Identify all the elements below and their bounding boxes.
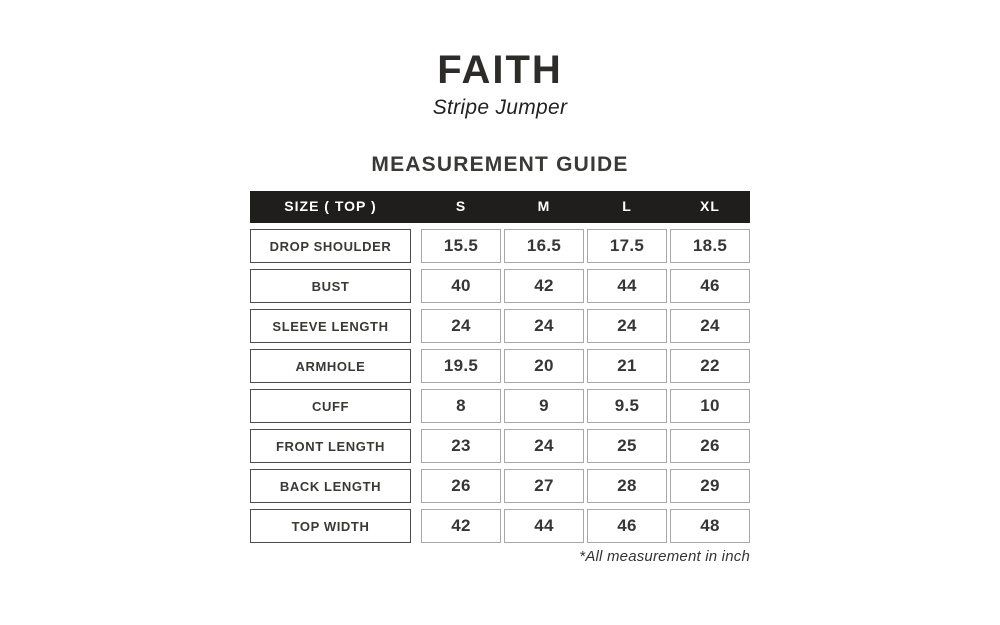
header-size-top-label: SIZE ( TOP ) [284, 198, 377, 214]
measurement-value-cell: 29 [670, 469, 750, 503]
table-row [250, 389, 750, 423]
measurement-value-cell: 9 [504, 389, 584, 423]
header-size-xl-cell [670, 198, 750, 216]
row-label: SLEEVE LENGTH [250, 309, 411, 343]
measurement-value-cell: 44 [504, 509, 584, 543]
measurement-value-cell: 26 [421, 469, 501, 503]
measurement-value-cell: 22 [670, 349, 750, 383]
measurement-value-cell: 27 [504, 469, 584, 503]
header-size-m-label: M [537, 198, 551, 214]
table-row [250, 429, 750, 463]
measurement-value-cell: 17.5 [587, 229, 667, 263]
row-label: BUST [250, 269, 411, 303]
measurement-value-cell: 15.5 [421, 229, 501, 263]
header-size-s-label: S [455, 198, 467, 214]
measurement-value-cell: 24 [504, 309, 584, 343]
page-title: FAITH [437, 48, 563, 92]
measurement-value-cell: 24 [670, 309, 750, 343]
measurement-value-cell: 42 [504, 269, 584, 303]
measurement-value-cell: 48 [670, 509, 750, 543]
table-row [250, 349, 750, 383]
measurement-value-cell: 40 [421, 269, 501, 303]
measurement-value-cell: 18.5 [670, 229, 750, 263]
size-table [250, 191, 750, 543]
measurement-value-cell: 46 [587, 509, 667, 543]
header-size-l-cell [587, 198, 667, 216]
table-row [250, 229, 750, 263]
table-row [250, 309, 750, 343]
measurement-value-cell: 26 [670, 429, 750, 463]
size-table-body [250, 229, 750, 543]
measurement-value-cell: 16.5 [504, 229, 584, 263]
product-subtitle: Stripe Jumper [432, 96, 568, 119]
row-label: DROP SHOULDER [250, 229, 411, 263]
measurement-value-cell: 20 [504, 349, 584, 383]
row-label: BACK LENGTH [250, 469, 411, 503]
measurement-value-cell: 46 [670, 269, 750, 303]
measurement-value-cell: 9.5 [587, 389, 667, 423]
row-label: ARMHOLE [250, 349, 411, 383]
header-size-xl-label: XL [700, 198, 720, 214]
row-label: CUFF [250, 389, 411, 423]
measurement-value-cell: 24 [421, 309, 501, 343]
measurement-value-cell: 24 [504, 429, 584, 463]
measurement-value-cell: 19.5 [421, 349, 501, 383]
measurement-value-cell: 28 [587, 469, 667, 503]
row-label: TOP WIDTH [250, 509, 411, 543]
measurement-unit-footnote: *All measurement in inch [579, 548, 750, 565]
measurement-value-cell: 44 [587, 269, 667, 303]
table-row [250, 509, 750, 543]
table-header-row [250, 191, 750, 223]
header-size-m-cell [504, 198, 584, 216]
section-heading: MEASUREMENT GUIDE [371, 153, 629, 176]
title-block [0, 50, 1000, 120]
measurement-value-cell: 42 [421, 509, 501, 543]
measurement-value-cell: 8 [421, 389, 501, 423]
measurement-value-cell: 21 [587, 349, 667, 383]
table-row [250, 469, 750, 503]
header-size-s-cell [421, 198, 501, 216]
header-size-l-label: L [622, 198, 632, 214]
measurement-value-cell: 25 [587, 429, 667, 463]
row-label: FRONT LENGTH [250, 429, 411, 463]
measurement-value-cell: 24 [587, 309, 667, 343]
header-size-top-cell [250, 198, 411, 216]
measurement-value-cell: 10 [670, 389, 750, 423]
measurement-value-cell: 23 [421, 429, 501, 463]
table-row [250, 269, 750, 303]
